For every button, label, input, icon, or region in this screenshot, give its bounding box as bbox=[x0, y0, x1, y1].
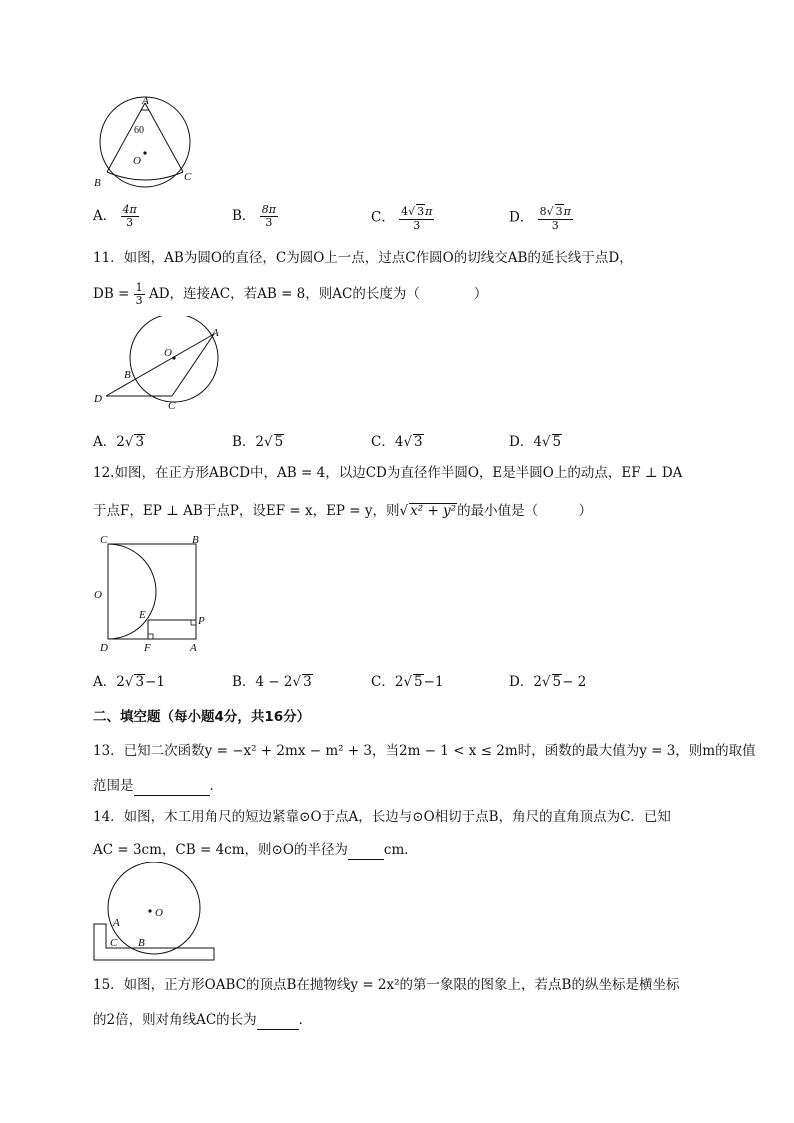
q12-line1: 12.如图，在正方形ABCD中，AB = 4，以边CD为直径作半圆O，E是半圆O上的动点，EF ⊥ DA bbox=[93, 465, 683, 481]
fig10-label-b: B bbox=[94, 177, 101, 189]
fig12-label-o: O bbox=[94, 589, 102, 601]
fig11-label-c: C bbox=[168, 400, 176, 412]
q15-answer-blank[interactable] bbox=[257, 1015, 299, 1030]
figure-q10 bbox=[92, 92, 204, 192]
figure-q11 bbox=[90, 316, 230, 416]
fig12-label-f: F bbox=[144, 642, 151, 654]
q10-option-d: D． $\frac{8√ 3\pi}{3}$ bbox=[509, 205, 571, 232]
q14-line1: 14．如图，木工用角尺的短边紧靠⊙O于点A，长边与⊙O相切于点B，角尺的直角顶点为C．已知 bbox=[93, 809, 671, 825]
q11-option-c: C．4√ 3 bbox=[371, 434, 423, 450]
q12-option-b: B．4 − 2√ 3 bbox=[232, 674, 312, 690]
q14-line2: AC = 3cm，CB = 4cm，则⊙O的半径为 cm． bbox=[93, 842, 418, 858]
fig11-line-da bbox=[106, 334, 214, 396]
fig11-center-dot bbox=[172, 356, 175, 359]
q12-line2: 于点F，EP ⊥ AB于点P，设EF = x，EP = y，则√ x² + y²的最小值是（ ） bbox=[93, 503, 593, 519]
q12-option-c: C．2√ 5−1 bbox=[371, 674, 444, 690]
figure-q12 bbox=[90, 532, 215, 654]
q14-answer-blank[interactable] bbox=[348, 845, 384, 860]
q10-option-c: C． $\frac{4√ 3\pi}{3}$ bbox=[371, 205, 433, 232]
q12-option-a: A．2√ 3−1 bbox=[93, 674, 165, 690]
q12-option-d: D．2√ 5− 2 bbox=[509, 674, 587, 690]
fig14-label-b: B bbox=[138, 937, 145, 949]
q10-option-a: A． $\frac{4\pi}{3}$ bbox=[93, 203, 137, 229]
fig11-label-a: A bbox=[212, 327, 219, 339]
fig12-right-angle-f bbox=[148, 634, 153, 639]
fig10-center-dot bbox=[143, 151, 146, 154]
q13-answer-blank[interactable] bbox=[134, 781, 210, 796]
figure-q14 bbox=[90, 862, 220, 962]
q11-line1: 11．如图，AB为圆O的直径，C为圆O上一点，过点C作圆O的切线交AB的延长线于点D， bbox=[93, 250, 633, 266]
fig14-center-dot bbox=[148, 909, 151, 912]
section-heading-fill-in: 二、填空题（每小题4分，共16分） bbox=[93, 709, 311, 725]
fig12-label-b: B bbox=[192, 534, 199, 546]
q11-option-a: A．2√ 3 bbox=[93, 434, 145, 450]
fig12-label-e: E bbox=[139, 609, 146, 621]
fig10-chord-ac bbox=[145, 103, 183, 172]
q15-line1: 15．如图，正方形OABC的顶点B在抛物线y = 2x²的第一象限的图象上，若点B的纵坐标是横坐标 bbox=[93, 977, 680, 993]
fig12-right-angle-p bbox=[191, 620, 196, 625]
fig14-label-a: A bbox=[113, 917, 120, 929]
fig10-angle-label: 60 bbox=[134, 125, 144, 136]
q11-option-d: D．4√ 5 bbox=[509, 434, 562, 450]
fig11-label-o: O bbox=[164, 347, 172, 359]
q11-line2: DB = $\frac{1}{3}$ AD，连接AC，若AB = 8，则AC的长度为（ ） bbox=[93, 281, 488, 307]
q13-line2: 范围是 ． bbox=[93, 778, 223, 794]
q10-option-b: B． $\frac{8\pi}{3}$ bbox=[232, 203, 276, 229]
fig12-label-c: C bbox=[100, 534, 108, 546]
fig14-circle bbox=[108, 862, 200, 954]
fig10-label-o: O bbox=[133, 155, 141, 167]
fig14-label-o: O bbox=[155, 907, 163, 919]
fig12-label-a: A bbox=[190, 642, 197, 654]
fig12-semicircle bbox=[108, 544, 156, 639]
q15-line2: 的2倍，则对角线AC的长为 ． bbox=[93, 1012, 313, 1028]
fig11-label-d: D bbox=[94, 393, 102, 405]
fig12-square bbox=[108, 544, 196, 639]
fig11-label-b: B bbox=[124, 369, 131, 381]
q11-option-b: B．2√ 5 bbox=[232, 434, 284, 450]
fig12-label-d: D bbox=[100, 642, 108, 654]
fig10-label-c: C bbox=[184, 171, 192, 183]
fig10-label-a: A bbox=[142, 95, 149, 107]
fig12-label-p: P bbox=[198, 615, 205, 627]
fig14-label-c: C bbox=[110, 937, 118, 949]
q13-line1: 13．已知二次函数y = −x² + 2mx − m² + 3，当2m − 1 < x ≤ 2m时，函数的最大值为y = 3，则m的取值 bbox=[93, 743, 756, 759]
